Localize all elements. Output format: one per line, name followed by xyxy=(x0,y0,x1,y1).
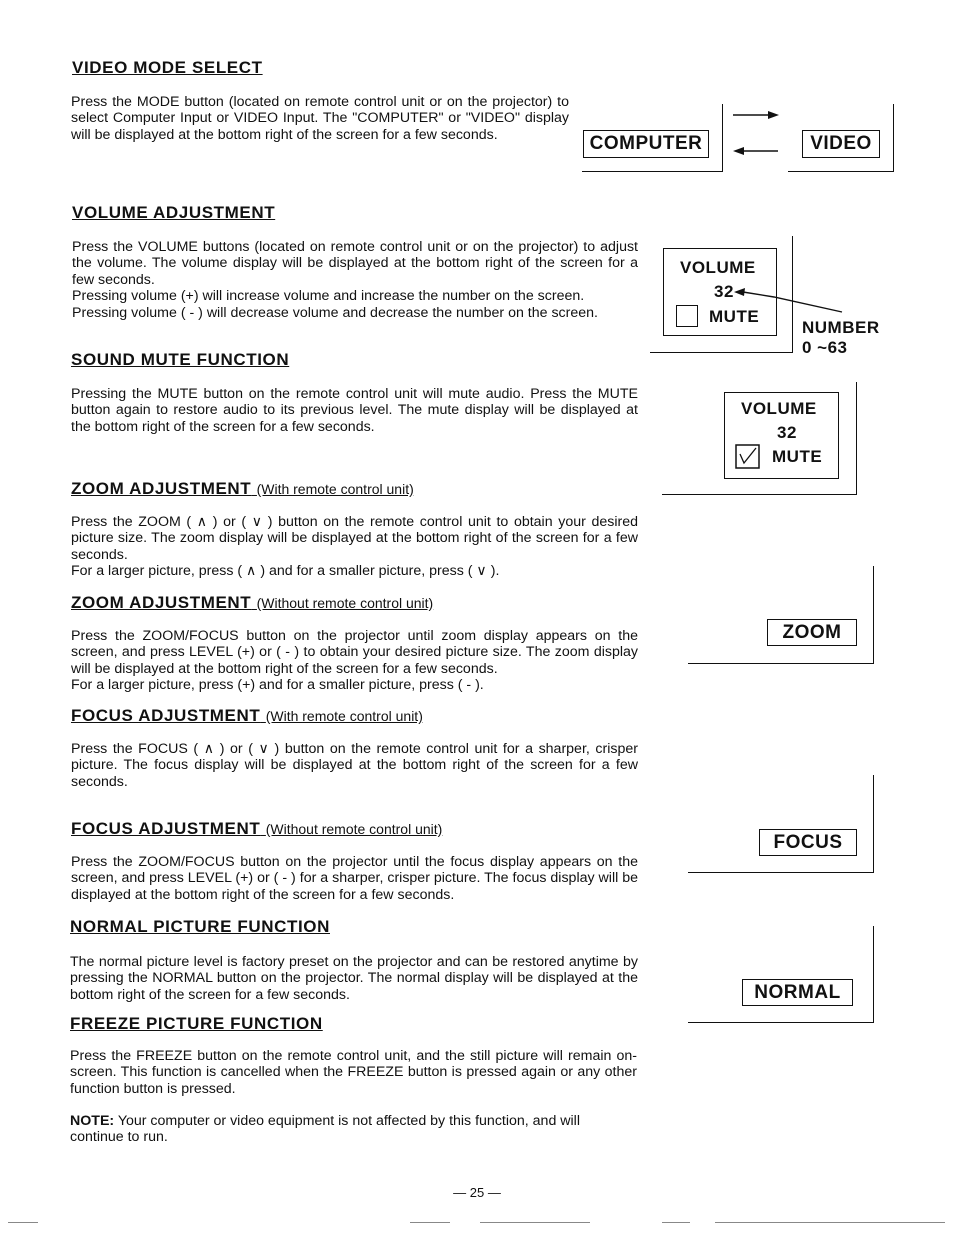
zoom-remote-heading-sub: (With remote control unit) xyxy=(256,481,414,497)
zoom-remote-text-block xyxy=(71,514,638,580)
volume-decrease-text: Pressing volume ( - ) will decrease volume and decrease the number on the screen. xyxy=(72,304,598,321)
scan-artifact-line xyxy=(410,1222,450,1223)
zoom-remote-heading xyxy=(71,479,414,499)
scan-artifact-line xyxy=(662,1222,690,1223)
note-label: NOTE: xyxy=(70,1113,115,1129)
zoom-noremote-hint: For a larger picture, press (+) and for a smaller picture, press ( - ). xyxy=(71,677,484,694)
focus-frame-line xyxy=(688,872,874,873)
volume-display-title: VOLUME xyxy=(680,258,756,277)
normal-frame-line xyxy=(873,926,874,1023)
zoom-display-box: ZOOM xyxy=(767,619,857,646)
mute-text: Pressing the MUTE button on the remote control unit will mute audio. Press the MUTE button again to restore audio to its previous level. The mute display will be displayed at the bottom right of the screen for a few seconds. xyxy=(71,386,638,435)
volume-display-value: 32 xyxy=(714,282,734,301)
focus-remote-heading xyxy=(71,706,423,726)
volume-display-mute: MUTE xyxy=(709,307,760,326)
normal-text: The normal picture level is factory preset on the projector and can be restored anytime by pressing the NORMAL button on the projector. The normal display will be displayed at the bottom right of the screen for a few seconds. xyxy=(70,954,638,1003)
mode-frame-line xyxy=(582,171,723,172)
zoom-noremote-heading xyxy=(71,593,433,613)
focus-display-box: FOCUS xyxy=(759,829,857,856)
number-range-label: 0 ~63 xyxy=(802,338,848,357)
zoom-remote-heading-title: ZOOM ADJUSTMENT xyxy=(71,479,252,498)
focus-noremote-heading-sub: (Without remote control unit) xyxy=(265,821,443,837)
normal-display-box: NORMAL xyxy=(742,979,853,1006)
mute-checkbox-empty-icon xyxy=(676,305,698,327)
number-label: NUMBER xyxy=(802,318,880,337)
zoom-remote-hint: For a larger picture, press ( ∧ ) and for a smaller picture, press ( ∨ ). xyxy=(71,563,500,580)
zoom-noremote-heading-title: ZOOM ADJUSTMENT xyxy=(71,593,252,612)
scan-artifact-line xyxy=(480,1222,590,1223)
focus-remote-text: Press the FOCUS ( ∧ ) or ( ∨ ) button on the remote control unit for a sharper, crisper picture. The focus display will be displayed at the bottom right of the screen for a few seconds. xyxy=(71,741,638,790)
zoom-noremote-heading-sub: (Without remote control unit) xyxy=(256,595,434,611)
mode-toggle-arrows-icon xyxy=(730,108,782,158)
focus-noremote-text: Press the ZOOM/FOCUS button on the projector until the focus display appears on the screen, and press LEVEL (+) or ( - ) for a sharper, crisper picture. The focus display will be displayed at the bottom right of the screen for a few seconds. xyxy=(71,854,638,903)
focus-remote-heading-title: FOCUS ADJUSTMENT xyxy=(71,706,261,725)
volume-frame-line xyxy=(792,236,793,353)
video-mode-heading: VIDEO MODE SELECT xyxy=(72,58,263,77)
video-mode-text: Press the MODE button (located on remote control unit or on the projector) to select Computer Input or VIDEO Input. The "COMPUTER" or "VIDEO" display will be displayed at the bottom right of the screen for a few seconds. xyxy=(71,94,569,143)
mode-frame-line xyxy=(788,171,894,172)
freeze-note xyxy=(70,1113,637,1146)
video-display-box: VIDEO xyxy=(802,130,880,158)
page-number: — 25 — xyxy=(453,1185,501,1200)
volume-increase-text: Pressing volume (+) will increase volume and increase the number on the screen. xyxy=(72,288,585,305)
note-text: Your computer or video equipment is not affected by this function, and will continue to run. xyxy=(70,1113,580,1146)
volume-muted-title: VOLUME xyxy=(741,399,817,418)
volume-frame-line xyxy=(650,352,793,353)
zoom-remote-text: Press the ZOOM ( ∧ ) or ( ∨ ) button on the remote control unit to obtain your desired picture size. The zoom display will be displayed at the bottom right of the screen for a few seconds. xyxy=(71,514,638,563)
number-pointer-arrow-icon xyxy=(734,284,846,316)
freeze-text: Press the FREEZE button on the remote control unit, and the still picture will remain on-screen. This function is cancelled when the FREEZE button is pressed again or any other function button is pressed. xyxy=(70,1048,637,1097)
volume-text: Press the VOLUME buttons (located on remote control unit or on the projector) to adjust the volume. The volume display will be displayed at the bottom right of the screen for a few seconds. xyxy=(72,239,638,288)
mode-frame-line xyxy=(722,104,723,172)
volume-text-block xyxy=(72,239,638,321)
zoom-noremote-text: Press the ZOOM/FOCUS button on the projector until zoom display appears on the screen, and press LEVEL (+) or ( - ) to obtain your desired picture size. The zoom display will be displayed at the bottom right of the screen for a few seconds. xyxy=(71,628,638,677)
computer-display-box: COMPUTER xyxy=(583,130,709,158)
focus-noremote-heading-title: FOCUS ADJUSTMENT xyxy=(71,819,261,838)
mute-heading: SOUND MUTE FUNCTION xyxy=(71,350,290,369)
normal-frame-line xyxy=(688,1022,874,1023)
zoom-frame-line xyxy=(688,663,874,664)
scan-artifact-line xyxy=(8,1222,38,1223)
normal-heading: NORMAL PICTURE FUNCTION xyxy=(70,917,330,936)
volume-muted-mute: MUTE xyxy=(772,447,823,466)
mute-frame-line xyxy=(856,382,857,495)
mute-frame-line xyxy=(662,494,857,495)
scan-artifact-line xyxy=(715,1222,945,1223)
focus-noremote-heading xyxy=(71,819,442,839)
zoom-frame-line xyxy=(873,566,874,664)
freeze-heading: FREEZE PICTURE FUNCTION xyxy=(70,1014,323,1033)
mute-checkbox-checked-icon xyxy=(735,444,761,470)
focus-frame-line xyxy=(873,775,874,873)
zoom-noremote-text-block xyxy=(71,628,638,694)
volume-muted-value: 32 xyxy=(777,423,797,442)
focus-remote-heading-sub: (With remote control unit) xyxy=(265,708,423,724)
mode-frame-line xyxy=(893,104,894,172)
volume-heading: VOLUME ADJUSTMENT xyxy=(72,203,276,222)
